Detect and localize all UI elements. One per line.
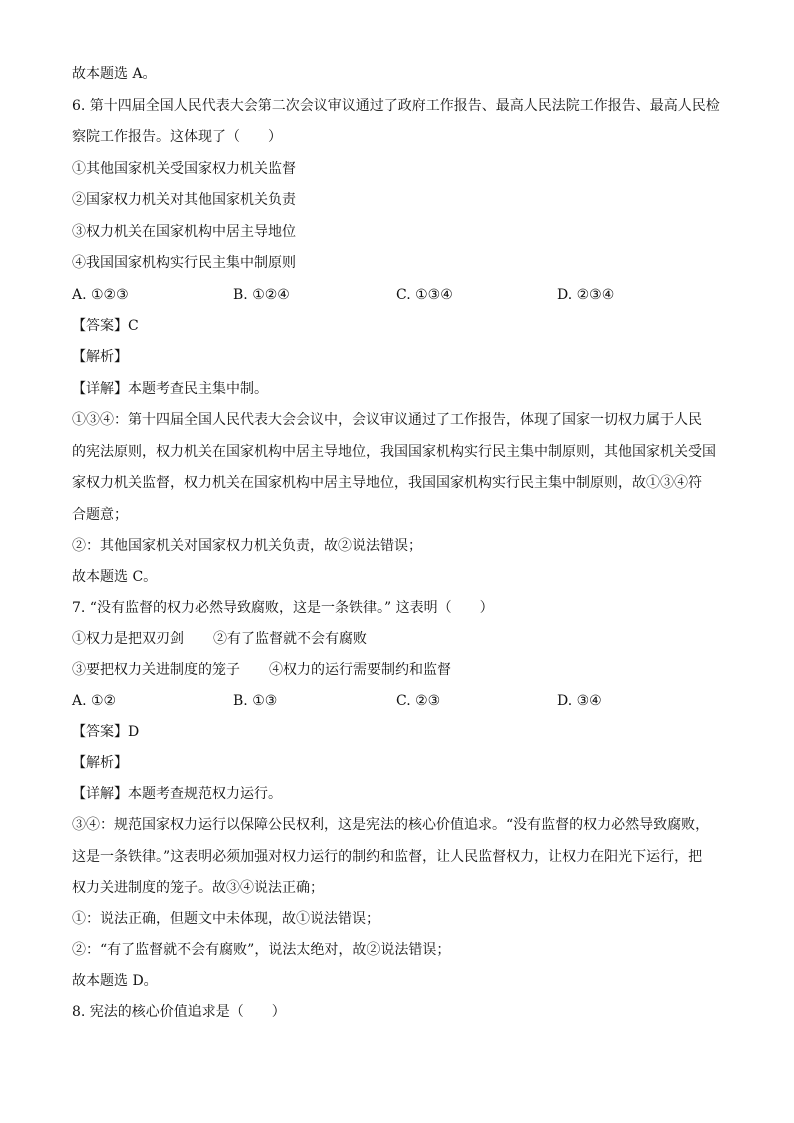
- q6-explanation-line2: 的宪法原则，权力机关在国家机构中居主导地位，我国国家机构实行民主集中制原则，其他国家机关受国: [72, 444, 716, 460]
- q6-conclusion: 故本题选 C。: [72, 569, 158, 585]
- q7-statement-3: ③要把权力关进制度的笼子: [72, 662, 240, 678]
- q6-explanation-2: ②：其他国家机关对国家权力机关负责，故②说法错误；: [72, 538, 422, 554]
- q6-answer: 【答案】C: [72, 318, 139, 334]
- q6-option-d: D. ②③④: [557, 287, 615, 303]
- q6-option-b: B. ①②④: [233, 287, 290, 303]
- q7-statement-1: ①权力是把双刃剑: [72, 631, 184, 647]
- q7-explanation-2: ①：说法正确，但题文中未体现，故①说法错误；: [72, 911, 380, 927]
- q7-explanation-line1: ③④：规范国家权力运行以保障公民权利，这是宪法的核心价值追求。“没有监督的权力必然导致腐败，: [72, 817, 710, 833]
- q6-explanation-line1: ①③④：第十四届全国人民代表大会会议中，会议审议通过了工作报告，体现了国家一切权力属于人民: [72, 412, 702, 428]
- q6-statement-4: ④我国国家机构实行民主集中制原则: [72, 255, 296, 271]
- q7-answer: 【答案】D: [72, 724, 140, 740]
- q7-explanation-line3: 权力关进制度的笼子。故③④说法正确；: [72, 880, 324, 896]
- q6-stem-line2: 察院工作报告。这体现了（ ）: [72, 129, 282, 145]
- q7-stem: 7. “没有监督的权力必然导致腐败，这是一条铁律。” 这表明（ ）: [72, 600, 494, 616]
- q7-option-b: B. ①③: [233, 693, 278, 709]
- q5-conclusion: 故本题选 A。: [72, 66, 157, 82]
- q7-statement-4: ④权力的运行需要制约和监督: [269, 662, 451, 678]
- q6-detail: 【详解】本题考查民主集中制。: [72, 381, 268, 397]
- q6-analysis-label: 【解析】: [72, 349, 128, 365]
- q6-statement-3: ③权力机关在国家机构中居主导地位: [72, 224, 296, 240]
- q7-explanation-3: ②：“有了监督就不会有腐败”，说法太绝对，故②说法错误；: [72, 942, 451, 958]
- q6-stem-line1: 6. 第十四届全国人民代表大会第二次会议审议通过了政府工作报告、最高人民法院工作报告、最高人民检: [72, 98, 720, 114]
- q7-option-d: D. ③④: [557, 693, 602, 709]
- q7-explanation-line2: 这是一条铁律。”这表明必须加强对权力运行的制约和监督，让人民监督权力，让权力在阳光下运行，把: [72, 849, 703, 865]
- q7-conclusion: 故本题选 D。: [72, 973, 158, 989]
- q6-statement-1: ①其他国家机关受国家权力机关监督: [72, 161, 296, 177]
- q7-statement-2: ②有了监督就不会有腐败: [213, 631, 367, 647]
- q7-analysis-label: 【解析】: [72, 755, 128, 771]
- q6-explanation-line4: 合题意；: [72, 507, 128, 523]
- q7-detail: 【详解】本题考查规范权力运行。: [72, 786, 282, 802]
- q6-explanation-line3: 家权力机关监督，权力机关在国家机构中居主导地位，我国国家机构实行民主集中制原则，故①③④符: [72, 475, 702, 491]
- q7-option-a: A. ①②: [72, 693, 117, 709]
- q6-statement-2: ②国家权力机关对其他国家机关负责: [72, 192, 296, 208]
- q6-option-a: A. ①②③: [72, 287, 129, 303]
- q7-option-c: C. ②③: [396, 693, 441, 709]
- q8-stem: 8. 宪法的核心价值追求是（ ）: [72, 1004, 286, 1020]
- q6-option-c: C. ①③④: [396, 287, 453, 303]
